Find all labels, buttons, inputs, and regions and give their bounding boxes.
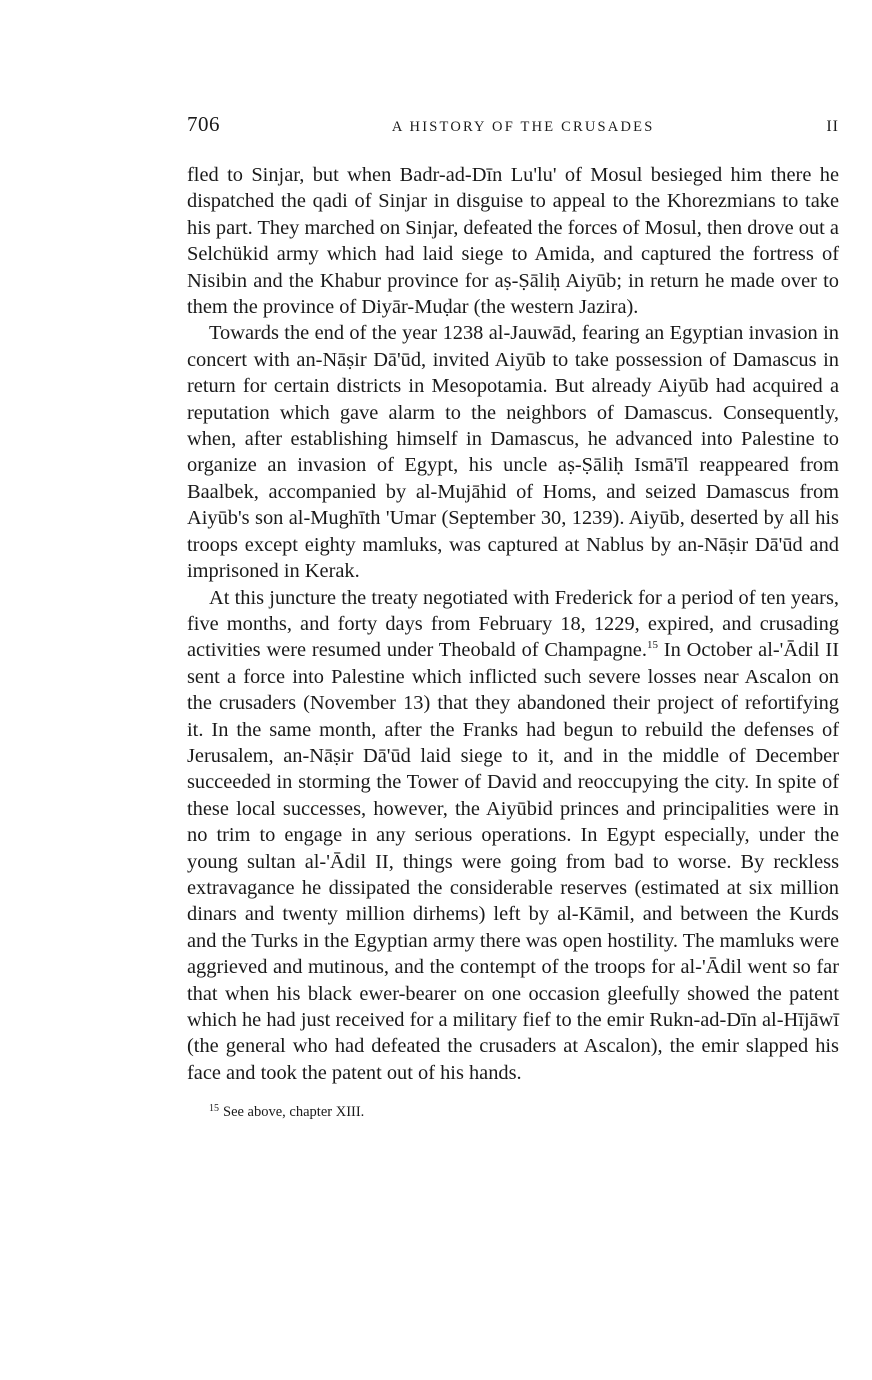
body-text [187, 162, 839, 1086]
paragraph-1: fled to Sinjar, but when Badr-ad-Dīn Lu'lu' of Mosul besieged him there he dispatched the qadi of Sinjar in disguise to appeal to the Khorezmians to take his part. They marched on Sinjar, defeated the forces of Mosul, then drove out a Selchükid army which had laid siege to Amida, and captured the fortress of Nisibin and the Khabur province for aṣ-Ṣāliḥ Aiyūb; in return he made over to them the province of Diyār-Muḍar (the western Jazira). [187, 164, 839, 319]
footnote-reference[interactable]: 15 [646, 639, 658, 652]
footnote-mark: 15 [209, 1103, 219, 1115]
running-head [187, 112, 839, 142]
volume-number: II [826, 118, 839, 135]
running-title: A HISTORY OF THE CRUSADES [391, 119, 655, 135]
paragraph-3 [187, 585, 839, 1087]
paragraph-2: Towards the end of the year 1238 al-Jauwād, fearing an Egyptian invasion in concert with an-Nāṣir Dā'ūd, invited Aiyūb to take possession of Damascus in return for certain districts in Mesopotamia. But already Aiyūb had acquired a reputation which gave alarm to the neighbors of Damascus. Consequently, when, after establishing himself in Damascus, he advanced into Palestine to organize an invasion of Egypt, his uncle aṣ-Ṣāliḥ Ismā'īl reappeared from Baalbek, accompanied by al-Mujāhid of Homs, and seized Damascus from Aiyūb's son al-Mughīth 'Umar (September 30, 1239). Aiyūb, deserted by all his troops except eighty mamluks, was captured at Nablus by an-Nāṣir Dā'ūd and imprisoned in Kerak. [187, 322, 839, 583]
footnote [209, 1100, 839, 1121]
paragraph-3-text-after-note: In October al-'Ādil II sent a force into Palestine which inflicted such severe losses near Ascalon on the crusaders (November 13) that they abandoned their project of refortifying it. In the same month, after the Franks had begun to rebuild the defenses of Jerusalem, an-Nāṣir Dā'ūd laid siege to it, and in the middle of December succeeded in storming the Tower of David and reoccupying the city. In spite of these local successes, however, the Aiyūbid princes and principalities were in no trim to engage in any serious operations. In Egypt especially, under the young sultan al-'Ādil II, things were going from bad to worse. By reckless extravagance he dissipated the considerable reserves (estimated at six million dinars and twenty million dirhems) left by al-Kāmil, and between the Kurds and the Turks in the Egyptian army there was open hostility. The mamluks were aggrieved and mutinous, and the contempt of the troops for al-'Ādil went so far that when his black ewer-bearer on one occasion gleefully showed the patent which he had just received for a military fief to the emir Rukn-ad-Dīn al-Hījāwī (the general who had defeated the crusaders at Ascalon), the emir slapped his face and took the patent out of his hands. [187, 639, 839, 1084]
page-number: 706 [187, 112, 220, 136]
book-page [187, 112, 839, 1121]
footnote-text: See above, chapter XIII. [223, 1104, 365, 1121]
paragraph-3-text-before-note: At this juncture the treaty negotiated with Frederick for a period of ten years, five months, and forty days from February 18, 1229, expired, and crusading activities were resumed under Theobald of Champagne. [187, 586, 839, 662]
